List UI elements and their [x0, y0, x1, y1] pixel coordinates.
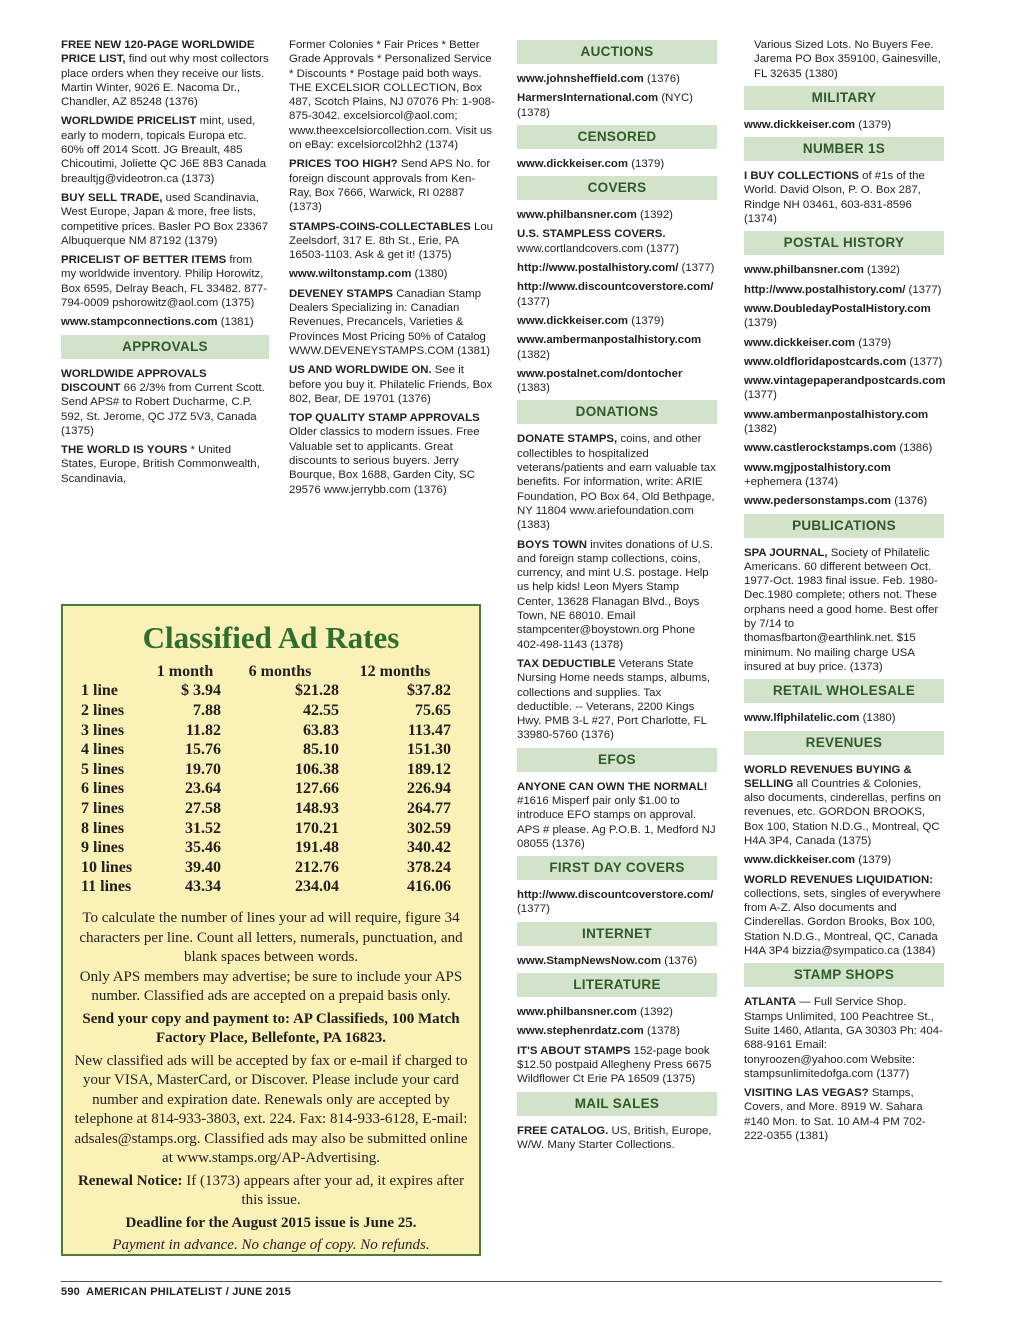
rate-value: 170.21 — [295, 819, 339, 837]
rate-row — [81, 682, 451, 702]
entry-text: (1392) — [640, 209, 673, 222]
entry-text: (1379) — [631, 157, 665, 170]
section-header-postal-history: POSTAL HISTORY — [744, 231, 944, 255]
rate-value: 264.77 — [407, 799, 451, 817]
entry-text: Stamps, Covers, and More. 8919 W. Sahara #140 Mon. to Sat. 10 AM-4 PM 702-222-0355 (1381) — [744, 1087, 926, 1143]
page-number: 590 — [61, 1286, 80, 1298]
classified-entry — [517, 314, 717, 328]
section-header-auctions: AUCTIONS — [517, 40, 717, 64]
classified-entry — [517, 157, 717, 171]
classified-entry — [289, 267, 495, 281]
classified-entry — [61, 253, 269, 310]
entry-heading: THE WORLD IS YOURS — [61, 444, 188, 457]
classified-entry — [517, 538, 717, 652]
footer-publication: AMERICAN PHILATELIST / JUNE 2015 — [86, 1286, 291, 1298]
rate-value: 63.83 — [303, 721, 339, 739]
entry-heading: IT'S ABOUT STAMPS — [517, 1044, 631, 1057]
rate-value: 127.66 — [295, 780, 339, 798]
classified-entry — [289, 363, 495, 406]
classified-entry — [61, 38, 269, 109]
entry-text: www.cortlandcovers.com (1377) — [517, 242, 680, 255]
rate-lines: 5 lines — [81, 760, 125, 778]
entry-heading: ATLANTA — [744, 996, 797, 1009]
rates-send-copy: Send your copy and payment to: AP Classifieds, 100 Match Factory Place, Bellefonte, PA 16823. — [82, 1010, 460, 1047]
entry-heading: www.philbansner.com — [744, 264, 864, 277]
rate-value: 340.42 — [407, 839, 451, 857]
entry-heading: http://www.postalhistory.com/ — [517, 262, 679, 275]
classified-ad-rates-box — [61, 604, 481, 1256]
entry-text: Society of Philatelic Americans. 60 different between Oct. 1977-Oct. 1983 final issue. Feb. 1980-Dec.1980 complete; others not. These orphans need a good home. Best offer by 7/14 to thomasfbarton@earthlink.net. $15 minimum. No mailing charge USA insured at buy price. (1373) — [744, 546, 939, 673]
classified-entry — [744, 711, 944, 725]
entry-text: (1383) — [517, 382, 550, 395]
section-header-internet: INTERNET — [517, 922, 717, 946]
rates-col-6months: 6 months — [248, 662, 312, 680]
rates-para-members: Only APS members may advertise; be sure to include your APS number. Classified ads are accepted on a prepaid basis only. — [79, 968, 463, 1005]
rate-value: $37.82 — [407, 682, 451, 700]
classified-entry — [744, 374, 944, 403]
rate-value: 189.12 — [407, 760, 451, 778]
classified-entry — [744, 355, 944, 369]
classified-entry — [517, 1124, 717, 1153]
rate-lines: 4 lines — [81, 741, 125, 759]
entry-heading: www.oldfloridapostcards.com — [744, 355, 907, 368]
entry-text: all Countries & Colonies, also documents, cinderellas, perfins on revenues, etc. GORDON BROOKS, Box 100, Station N.D.G., Montreal, QC H4A 3P4, Canada (1375) — [744, 777, 941, 847]
classified-entry — [517, 780, 717, 851]
section-header-mail-sales: MAIL SALES — [517, 1092, 717, 1116]
entry-heading: I BUY COLLECTIONS — [744, 170, 859, 183]
entry-heading: FREE NEW 120-PAGE WORLDWIDE PRICE LIST, — [61, 39, 255, 66]
rate-lines: 9 lines — [81, 839, 125, 857]
rate-row — [81, 721, 451, 741]
section-header-censored: CENSORED — [517, 125, 717, 149]
rate-value: 234.04 — [295, 878, 339, 896]
rate-lines: 8 lines — [81, 819, 125, 837]
classified-entry — [744, 763, 944, 849]
classified-entry — [517, 227, 717, 256]
rates-col-12months: 12 months — [359, 662, 431, 680]
entry-text: * United States, Europe, British Commonwealth, Scandinavia, — [61, 444, 260, 485]
entry-text: (1379) — [858, 336, 892, 349]
rate-value: 226.94 — [407, 780, 451, 798]
rate-lines: 7 lines — [81, 799, 125, 817]
classified-entry — [744, 546, 944, 675]
entry-text: #1616 Misperf pair only $1.00 to introduce EFO stamps on approval. APS # please. Ag P.O.B. 1, Medford NJ 08055 (1376) — [517, 794, 716, 850]
section-header-approvals: APPROVALS — [61, 335, 269, 359]
entry-heading: BUY SELL TRADE, — [61, 191, 163, 204]
entry-text: (1386) — [899, 442, 933, 455]
rates-title: Classified Ad Rates — [142, 620, 400, 655]
entry-text: +ephemera (1374) — [744, 475, 839, 488]
classified-entry — [517, 1005, 717, 1019]
classified-entry — [744, 853, 944, 867]
entry-heading: WORLDWIDE PRICELIST — [61, 115, 197, 128]
classified-entry — [744, 1086, 944, 1143]
rate-row — [81, 740, 451, 760]
classified-entry — [744, 494, 944, 508]
rate-row — [81, 780, 451, 800]
classified-entry — [744, 873, 944, 959]
rate-lines: 11 lines — [81, 878, 132, 896]
classified-entry — [517, 261, 717, 275]
entry-heading: STAMPS-COINS-COLLECTABLES — [289, 220, 471, 233]
entry-heading: ANYONE CAN OWN THE NORMAL! — [517, 780, 708, 793]
entry-heading: DONATE STAMPS, — [517, 433, 618, 446]
entry-text: invites donations of U.S. and foreign stamp collections, coins, currency, and mint U.S. postage. Help us help kids! Leon Myers Stamp Center, 13628 Flanagan Blvd., Boys Town, NE 68010. Email stampcenter@boystown.org Phone 402-498-1143 (1378) — [517, 538, 714, 651]
entry-heading: WORLD REVENUES BUYING & SELLING — [744, 763, 912, 790]
entry-text: (1379) — [858, 118, 892, 131]
entry-text: Former Colonies * Fair Prices * Better Grade Approvals * Personalized Service * Discounts * Postage paid both ways. THE EXCELSIOR COLLECTION, Box 487, Scotch Plains, NJ 07076 Ph: 1-908-875-3042. excelsiorcol@aol.com; www.theexcelsiorcollection.com. Visit us on eBay: excelsiorcol2hh2 (1374) — [289, 39, 495, 152]
entry-text: See it before you buy it. Philatelic Friends, Box 802, Bear, DE 19701 (1376) — [289, 364, 493, 405]
section-header-publications: PUBLICATIONS — [744, 514, 944, 538]
col4-intro: Various Sized Lots. No Buyers Fee. Jarema PO Box 359100, Gainesville, FL 32635 (1380) — [754, 39, 941, 80]
entry-heading: www.vintagepaperandpostcards.com — [744, 375, 946, 388]
entry-heading: SPA JOURNAL, — [744, 546, 828, 559]
classified-entry — [744, 461, 944, 490]
rate-value: 151.30 — [407, 741, 451, 759]
renewal-text: If (1373) appears after your ad, it expires after this issue. — [186, 1172, 465, 1209]
rate-lines: 10 lines — [81, 858, 133, 876]
entry-text: find out why most collectors place orders when they receive our lists. Martin Winter, 9026 E. Nacoma Dr., Chandler, AZ 85248 (1376) — [61, 53, 269, 109]
entry-heading: http://www.discountcoverstore.com/ — [517, 889, 714, 902]
classified-entry — [744, 995, 944, 1081]
entry-heading: www.mgjpostalhistory.com — [744, 461, 891, 474]
classified-entry — [517, 1024, 717, 1038]
classified-entry — [517, 888, 717, 917]
entry-text: (1380) — [414, 268, 448, 281]
classified-entry — [744, 336, 944, 350]
entry-text: US, British, Europe, W/W. Many Starter Collections. — [517, 1124, 712, 1151]
rate-value: 106.38 — [295, 760, 339, 778]
entry-heading: www.dickkeiser.com — [744, 854, 856, 867]
rate-lines: 1 line — [81, 682, 118, 700]
entry-heading: www.lflphilatelic.com — [744, 712, 860, 725]
entry-heading: TOP QUALITY STAMP APPROVALS — [289, 412, 480, 425]
entry-heading: www.ambermanpostalhistory.com — [517, 334, 702, 347]
rate-value: $ 3.94 — [181, 682, 221, 700]
entry-text: mint, used, early to modern, topicals Europa etc. 60% off 2014 Scott. JG Breault, 485 Chicoutimi, Joliette QC J6E 8B3 Canada breaultjg@videotron.ca (1373) — [61, 115, 267, 185]
entry-heading: http://www.discountcoverstore.com/ — [517, 281, 714, 294]
rates-para-fax: New classified ads will be accepted by fax or e-mail if charged to your VISA, MasterCard, or Discover. Please include your card number and expiration date. Renewals only are accepted by telephone at 814-933-3803, ext. 224. Fax: 814-933-6128, E-mail: adsales@stamps.org. Classified ads may also be submitted online at www.stamps.org/AP-Advertising. — [74, 1052, 468, 1167]
rate-value: $21.28 — [295, 682, 339, 700]
classified-entry — [61, 315, 269, 329]
classified-entry — [744, 283, 944, 297]
rates-para-calc: To calculate the number of lines your ad will require, figure 34 characters per line. Count all letters, numerals, punctuation, and blank spaces between words. — [79, 910, 463, 966]
entry-text: collections, sets, singles of everywhere from A-Z. Also documents and Cinderellas. Gordon Brooks, Box 100, Station N.D.G., Montreal, QC, Canada H4A 3P4 bizzia@sympatico.ca (1384) — [744, 887, 941, 958]
entry-text: 152-page book $12.50 postpaid Allegheny Press 6675 Wildflower Ct Erie PA 16509 (1375) — [517, 1044, 712, 1086]
rate-value: 75.65 — [415, 701, 451, 719]
classified-entry — [61, 191, 269, 248]
entry-heading: US AND WORLDWIDE ON. — [289, 364, 432, 377]
rate-row — [81, 838, 451, 858]
classified-entry — [744, 169, 944, 226]
rate-value: 23.64 — [185, 780, 221, 798]
entry-text: (1378) — [646, 1025, 680, 1038]
rate-value: 15.76 — [185, 741, 221, 759]
entry-heading: www.dickkeiser.com — [744, 118, 856, 131]
classified-entry — [61, 114, 269, 185]
classified-entry — [289, 411, 495, 497]
classified-entry — [61, 443, 269, 486]
rate-value: 7.88 — [193, 701, 221, 719]
entry-heading: www.wiltonstamp.com — [289, 268, 412, 281]
entry-text: coins, and other collectibles to hospitalized veterans/patients and earn valuable tax benefits. For information, write: ARIE Foundation, PO Box 64, Old Bethpage, NY 11804 www.ariefoundation.com (1383) — [517, 433, 716, 532]
section-header-covers: COVERS — [517, 176, 717, 200]
rate-row — [81, 819, 451, 839]
rates-table — [81, 662, 451, 897]
rate-lines: 6 lines — [81, 780, 125, 798]
entry-text: 66 2/3% from Current Scott. Send APS# to Robert Ducharme, C.P. 592, St. Jerome, QC J7Z 5V3, Canada (1375) — [61, 381, 265, 437]
rates-deadline: Deadline for the August 2015 issue is June 25. — [125, 1214, 417, 1231]
classified-entry — [289, 157, 495, 214]
entry-text: (1379) — [631, 314, 665, 327]
column-1 — [61, 38, 269, 491]
entry-heading: VISITING LAS VEGAS? — [744, 1087, 869, 1100]
entry-text: (1380) — [862, 712, 896, 725]
entry-heading: www.stephenrdatz.com — [517, 1025, 644, 1038]
entry-heading: www.stampconnections.com — [61, 316, 218, 329]
entry-text: (1377) — [909, 355, 943, 368]
entry-text: (1382) — [517, 348, 550, 361]
rate-value: 85.10 — [303, 741, 339, 759]
classified-entry — [517, 280, 717, 309]
entry-heading: www.postalnet.com/dontocher — [517, 367, 683, 380]
classified-entry — [744, 408, 944, 437]
entry-heading: FREE CATALOG. — [517, 1124, 609, 1137]
classified-entry — [517, 954, 717, 968]
entry-heading: www.philbansner.com — [517, 1006, 637, 1019]
entry-text: — Full Service Shop. Stamps Unlimited, 100 Peachtree St., Suite 1460, Atlanta, GA 30303 Ph: 404-688-9161 Email: tonyroozen@yahoo.com Website: stampsunlimitedofga.com (1377) — [744, 996, 943, 1080]
classified-entry — [744, 118, 944, 132]
column-2 — [289, 38, 495, 502]
entry-text: (1379) — [744, 317, 777, 330]
rates-renewal — [73, 1172, 469, 1211]
entry-heading: www.DoubledayPostalHistory.com — [744, 302, 931, 315]
classified-entry — [517, 657, 717, 743]
classified-entry — [517, 333, 717, 362]
entry-heading: PRICELIST OF BETTER ITEMS — [61, 254, 227, 267]
classified-entry — [744, 302, 944, 331]
rate-value: 212.76 — [295, 858, 339, 876]
entry-heading: www.dickkeiser.com — [744, 336, 856, 349]
entry-text: from my worldwide inventory. Philip Horowitz, Box 6595, Delray Beach, FL 33482. 877-794-0009 pshorowitz@aol.com (1375) — [61, 254, 268, 310]
rate-value: 148.93 — [295, 799, 339, 817]
entry-text: Veterans State Nursing Home needs stamps, albums, collections and supplies. Tax deductible. -- Veterans, 2200 Kings Hwy. PMB 3-L #27, Port Charlotte, FL 33980-5760 (1376) — [517, 657, 711, 742]
section-header-military: MILITARY — [744, 86, 944, 110]
rate-value: 11.82 — [185, 721, 221, 739]
entry-heading: www.ambermanpostalhistory.com — [744, 408, 929, 421]
entry-text: (1377) — [681, 262, 715, 275]
entry-text: (1379) — [858, 854, 892, 867]
entry-heading: DEVENEY STAMPS — [289, 287, 394, 300]
entry-heading: www.castlerockstamps.com — [744, 442, 897, 455]
entry-text: (NYC) (1378) — [517, 92, 693, 119]
classified-entry — [289, 38, 495, 152]
entry-text: used Scandinavia, West Europe, Japan & more, free lists, competitive prices. Basler PO Box 23367 Albuquerque NM 87192 (1379) — [61, 191, 269, 247]
classified-entry — [289, 287, 495, 358]
rate-value: 378.24 — [407, 858, 451, 876]
entry-heading: U.S. STAMPLESS COVERS. — [517, 228, 666, 241]
entry-heading: BOYS TOWN — [517, 538, 588, 551]
column-3 — [517, 38, 717, 1157]
entry-heading: www.philbansner.com — [517, 209, 637, 222]
rate-lines: 2 lines — [81, 701, 125, 719]
rate-value: 39.40 — [185, 858, 221, 876]
entry-text: (1382) — [744, 423, 777, 436]
entry-text: (1381) — [220, 316, 254, 329]
classified-entry — [61, 367, 269, 438]
rate-row — [81, 701, 451, 721]
entry-heading: www.dickkeiser.com — [517, 314, 629, 327]
classified-entry — [744, 263, 944, 277]
classified-entry — [517, 367, 717, 396]
classified-entry — [517, 432, 717, 532]
rates-col-1month: 1 month — [156, 662, 214, 680]
entry-heading: www.dickkeiser.com — [517, 157, 629, 170]
footer-rule — [61, 1281, 942, 1282]
section-header-efos: EFOS — [517, 748, 717, 772]
section-header-literature: LITERATURE — [517, 973, 717, 997]
entry-text: (1392) — [867, 264, 900, 277]
entry-text: (1377) — [517, 295, 550, 308]
entry-text: (1392) — [640, 1006, 673, 1019]
rate-row — [81, 799, 451, 819]
entry-text: (1376) — [894, 495, 928, 508]
classified-entry — [517, 208, 717, 222]
rate-value: 416.06 — [407, 878, 451, 896]
classified-entry — [517, 72, 717, 86]
entry-heading: HarmersInternational.com — [517, 92, 659, 105]
entry-heading: www.johnsheffield.com — [517, 73, 644, 85]
rates-payment: Payment in advance. No change of copy. No refunds. — [112, 1237, 430, 1254]
rate-row — [81, 878, 451, 898]
classified-entry — [517, 1044, 717, 1087]
rate-value: 113.47 — [407, 721, 451, 739]
rate-lines: 3 lines — [81, 721, 125, 739]
col1-approval-entries — [61, 367, 269, 486]
renewal-label: Renewal Notice: — [77, 1172, 183, 1189]
entry-heading: www.pedersonstamps.com — [744, 495, 892, 508]
entry-text: (1376) — [646, 73, 680, 85]
entry-heading: WORLDWIDE APPROVALS DISCOUNT — [61, 367, 207, 394]
entry-text: (1376) — [664, 954, 698, 967]
rate-value: 35.46 — [185, 839, 221, 857]
entry-text: (1377) — [744, 389, 777, 402]
column-4 — [744, 38, 944, 1148]
section-header-first-day-covers: FIRST DAY COVERS — [517, 856, 717, 880]
entry-text: Lou Zeelsdorf, 317 E. 8th St., Erie, PA 16503-1103. Ask & get it! (1375) — [289, 220, 494, 262]
rate-row — [81, 858, 451, 878]
entry-heading: PRICES TOO HIGH? — [289, 158, 398, 171]
rate-value: 31.52 — [185, 819, 221, 837]
entry-text: Send APS No. for foreign discount approvals from Ken-Ray, Box 7666, Warwick, RI 02887 (1373) — [289, 158, 491, 214]
section-header-revenues: REVENUES — [744, 731, 944, 755]
page-footer — [61, 1286, 291, 1298]
entry-text: Older classics to modern issues. Free Valuable set to applicants. Great discounts to serious buyers. Jerry Bourque, Box 1688, Garden City, SC 29576 www.jerrybb.com (1376) — [289, 426, 480, 496]
entry-heading: WORLD REVENUES LIQUIDATION: — [744, 873, 933, 886]
entry-text: (1377) — [517, 903, 550, 916]
col4-sections — [744, 86, 944, 1143]
entry-heading: TAX DEDUCTIBLE — [517, 657, 616, 670]
classified-entry — [744, 441, 944, 455]
rate-value: 191.48 — [295, 839, 339, 857]
entry-heading: http://www.postalhistory.com/ — [744, 283, 906, 296]
entry-text: (1377) — [908, 283, 942, 296]
rate-value: 27.58 — [185, 799, 221, 817]
section-header-donations: DONATIONS — [517, 400, 717, 424]
entry-text: of #1s of the World. David Olson, P. O. Box 287, Rindge NH 03461, 603-831-8596 (1374) — [744, 170, 925, 226]
rate-value: 302.59 — [407, 819, 451, 837]
entry-heading: www.StampNewsNow.com — [517, 954, 662, 967]
rate-value: 43.34 — [185, 878, 221, 896]
rate-value: 42.55 — [303, 701, 339, 719]
section-header-stamp-shops: STAMP SHOPS — [744, 963, 944, 987]
rate-row — [81, 760, 451, 780]
entry-text: Canadian Stamp Dealers Specializing in: Canadian Revenues, Precancels, Varieties & Provinces Most Pricing 50% of Catalog WWW.DEVENEYSTAMPS.COM (1381) — [289, 287, 491, 357]
rate-value: 19.70 — [185, 760, 221, 778]
section-header-number-1s: NUMBER 1S — [744, 137, 944, 161]
classified-entry — [289, 220, 495, 263]
classified-entry — [517, 91, 717, 120]
section-header-retail-wholesale: RETAIL WHOLESALE — [744, 679, 944, 703]
col1-top-entries — [61, 38, 269, 330]
